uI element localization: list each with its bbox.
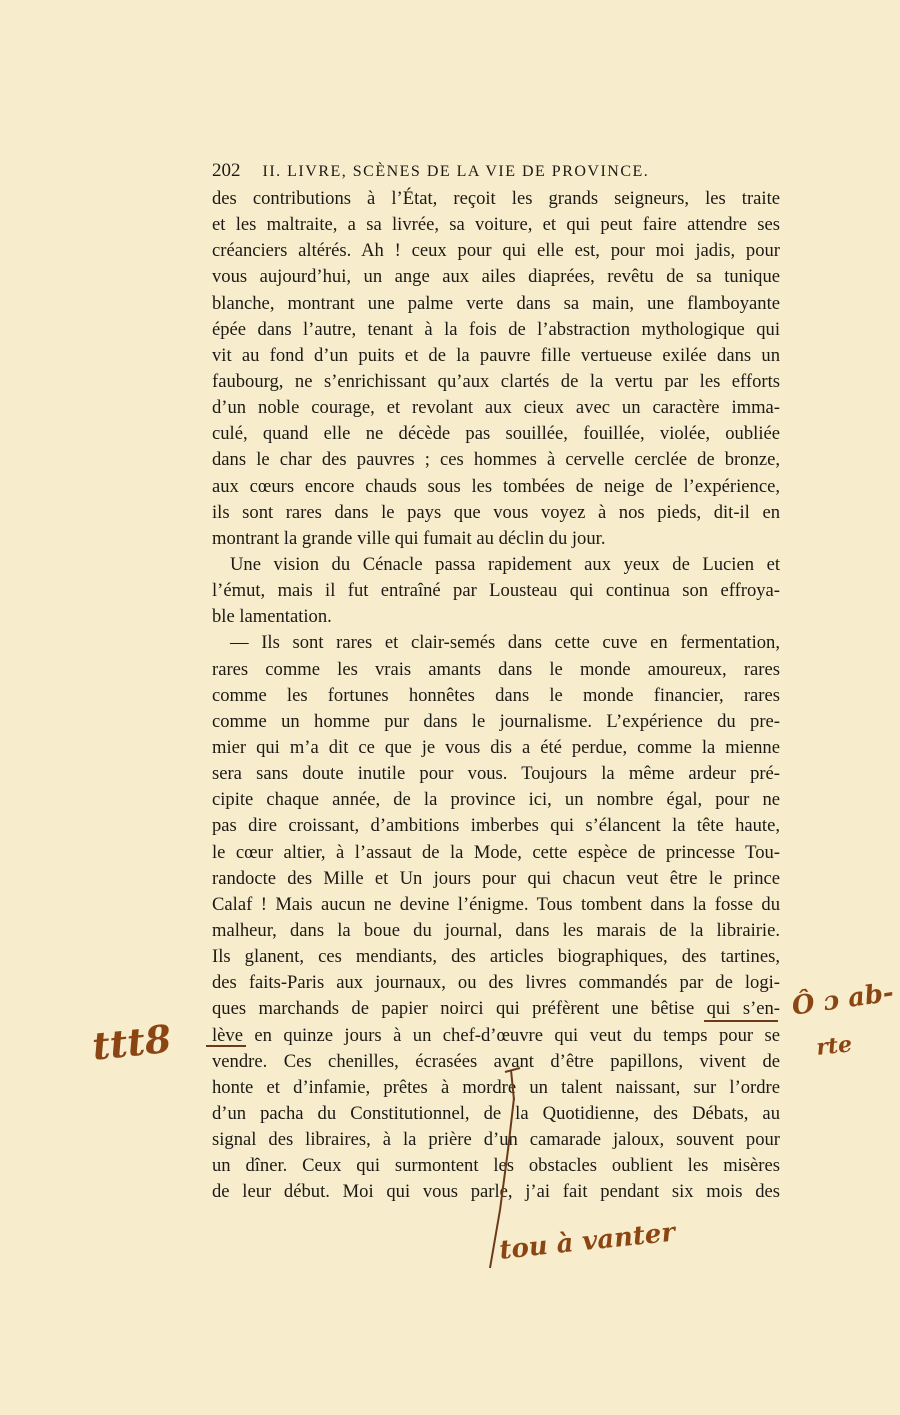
left-margin-note: ttt8 <box>90 1015 174 1069</box>
text-line: vendre. Ces chenilles, écrasées avant d’être papillons, vivent de <box>212 1050 780 1072</box>
text-line: de leur début. Moi qui vous parle, j’ai fait pendant six mois des <box>212 1181 780 1203</box>
running-header <box>212 160 780 182</box>
text-line: vit au fond d’un puits et de la pauvre fille vertueuse exilée dans un <box>212 344 780 366</box>
right-margin-note: rte <box>815 1031 854 1061</box>
text-line: épée dans l’autre, tenant à la fois de l’abstraction mythologique qui <box>212 318 780 340</box>
text-line: signal des libraires, à la prière d’un camarade jaloux, souvent pour <box>212 1129 780 1151</box>
text-line: Ils glanent, ces mendiants, des articles biographiques, des tartines, <box>212 946 780 968</box>
text-line: vous aujourd’hui, un ange aux ailes diaprées, revêtu de sa tunique <box>212 266 780 288</box>
text-line: des contributions à l’État, reçoit les grands seigneurs, les traite <box>212 188 780 209</box>
text-line: cipite chaque année, de la province ici, un nombre égal, pour ne <box>212 789 780 811</box>
text-line: aux cœurs encore chauds sous les tombées de neige de l’expérience, <box>212 475 780 497</box>
text-line: un dîner. Ceux qui surmontent les obstacles oublient les misères <box>212 1155 780 1177</box>
text-line: des faits-Paris aux journaux, ou des livres commandés par de logi- <box>212 972 780 994</box>
text-line: lève en quinze jours à un chef-d’œuvre qui veut du temps pour se <box>212 1024 780 1046</box>
text-line: rares comme les vrais amants dans le monde amoureux, rares <box>212 658 780 680</box>
right-margin-note: Ô ɔ ab- <box>790 977 896 1022</box>
text-line: comme les fortunes honnêtes dans le monde financier, rares <box>212 684 780 706</box>
text-line: le cœur altier, à l’assaut de la Mode, cette espèce de princesse Tou- <box>212 841 780 863</box>
text-line: mier qui m’a dit ce que je vous dis a été perdue, comme la mienne <box>212 736 780 758</box>
text-line: d’un pacha du Constitutionnel, de la Quotidienne, des Débats, au <box>212 1102 780 1124</box>
body-text <box>212 186 780 1205</box>
text-line: culé, quand elle ne décède pas souillée, fouillée, violée, oubliée <box>212 423 780 445</box>
text-line: — Ils sont rares et clair-semés dans cette cuve en fermentation, <box>230 632 780 654</box>
text-line: comme un homme pur dans le journalisme. L’expérience du pre- <box>212 710 780 732</box>
text-line: sera sans doute inutile pour vous. Toujours la même ardeur pré- <box>212 763 780 785</box>
text-line: blanche, montrant une palme verte dans sa main, une flamboyante <box>212 292 780 314</box>
text-line: créanciers altérés. Ah ! ceux pour qui elle est, pour moi jadis, pour <box>212 240 780 262</box>
text-line: et les maltraite, a sa livrée, sa voiture, et qui peut faire attendre ses <box>212 214 780 236</box>
bottom-note: tou à vanter <box>498 1217 677 1266</box>
text-line: faubourg, ne s’enrichissant qu’aux clartés de la vertu par les efforts <box>212 370 780 392</box>
text-line: randocte des Mille et Un jours pour qui chacun veut être le prince <box>212 867 780 889</box>
text-line: Calaf ! Mais aucun ne devine l’énigme. Tous tombent dans la fosse du <box>212 893 780 915</box>
text-line: ils sont rares dans le pays que vous voyez à nos pieds, dit-il en <box>212 501 780 523</box>
text-line: ble lamentation. <box>212 606 332 628</box>
text-line: pas dire croissant, d’ambitions imberbes qui s’élancent la tête haute, <box>212 815 780 837</box>
text-line: Une vision du Cénacle passa rapidement aux yeux de Lucien et <box>230 553 780 575</box>
text-line: l’émut, mais il fut entraîné par Lousteau qui continua son effroya- <box>212 580 780 602</box>
text-line: dans le char des pauvres ; ces hommes à cervelle cerclée de bronze, <box>212 449 780 471</box>
running-title: II. LIVRE, SCÈNES DE LA VIE DE PROVINCE. <box>262 163 650 180</box>
text-line: honte et d’infamie, prêtes à mordre un talent naissant, sur l’ordre <box>212 1076 780 1098</box>
text-line: montrant la grande ville qui fumait au déclin du jour. <box>212 527 606 549</box>
page-number: 202 <box>212 160 241 181</box>
text-line: d’un noble courage, et revolant aux cieux avec un caractère imma- <box>212 397 780 419</box>
text-line: ques marchands de papier noirci qui préfèrent une bêtise qui s’en- <box>212 998 780 1020</box>
text-line: malheur, dans la boue du journal, dans les marais de la librairie. <box>212 919 780 941</box>
